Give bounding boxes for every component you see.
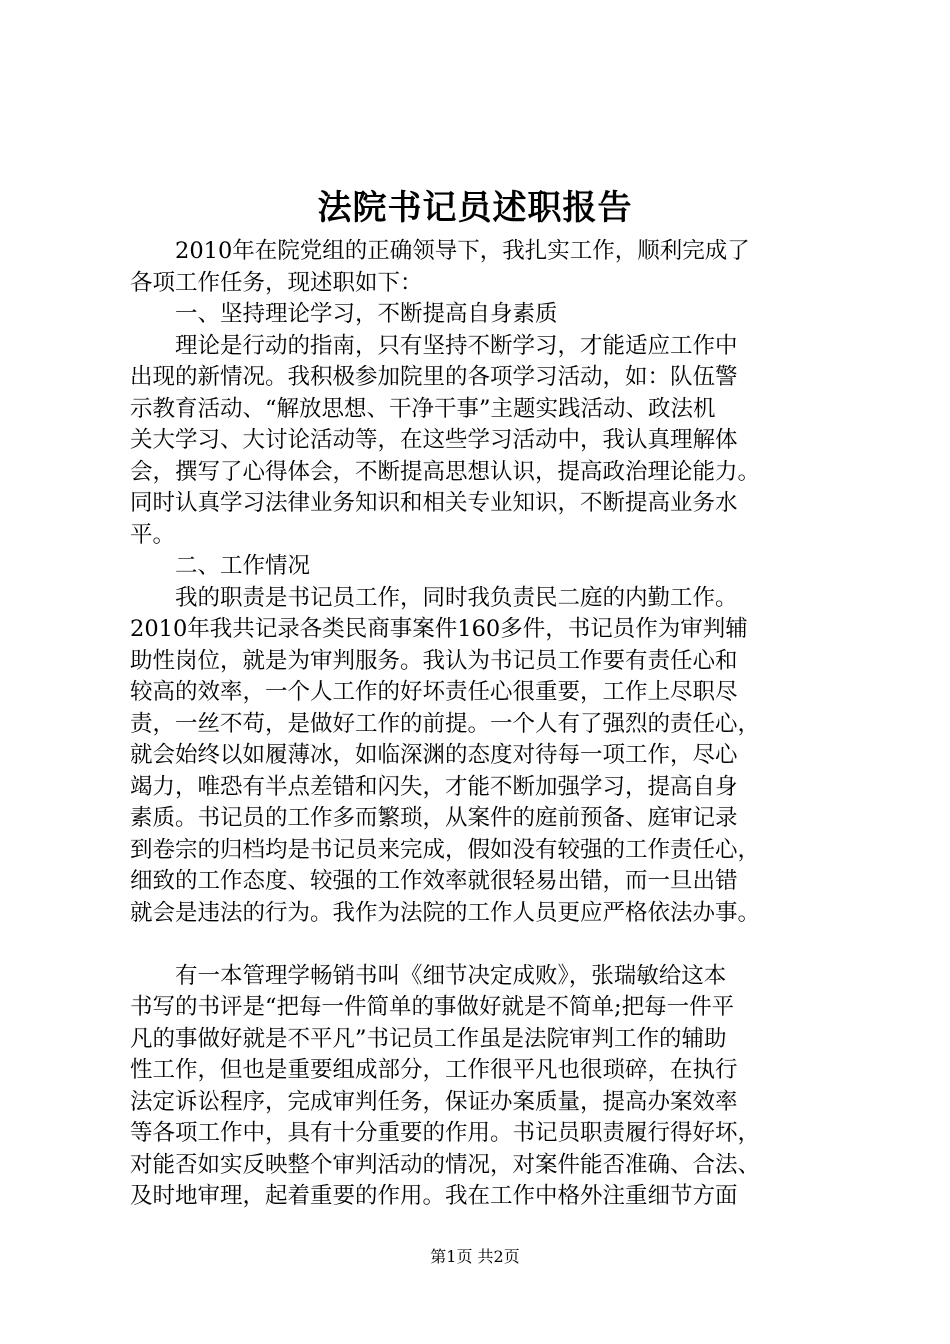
body-line: 会，撰写了心得体会，不断提高思想认识，提高政治理论能力。 (130, 458, 761, 485)
body-line: 我的职责是书记员工作，同时我负责民二庭的内勤工作。 (130, 584, 738, 611)
body-line: 有一本管理学畅销书叫《细节决定成败》，张瑞敏给这本 (130, 962, 727, 989)
body-line: 出现的新情况。我积极参加院里的各项学习活动，如：队伍警 (130, 364, 738, 390)
body-line: 竭力，唯恐有半点差错和闪失，才能不断加强学习，提高自身 (130, 773, 738, 800)
body-line: 等各项工作中，具有十分重要的作用。书记员职责履行得好坏， (130, 1120, 761, 1146)
body-line: 凡的事做好就是不平凡”书记员工作虽是法院审判工作的辅助 (130, 1025, 727, 1052)
body-line: 二、工作情况 (130, 553, 311, 579)
body-line: 就会始终以如履薄冰，如临深渊的态度对待每一项工作，尽心 (130, 742, 738, 768)
body-line: 较高的效率，一个人工作的好坏责任心很重要，工作上尽职尽 (130, 679, 738, 705)
body-line: 到卷宗的归档均是书记员来完成，假如没有较强的工作责任心， (130, 836, 761, 863)
body-line: 细致的工作态度、较强的工作效率就很轻易出错，而一旦出错 (130, 868, 738, 894)
body-line: 对能否如实反映整个审判活动的情况，对案件能否准确、合法、 (130, 1151, 761, 1178)
body-line: 就会是违法的行为。我作为法院的工作人员更应严格依法办事。 (130, 899, 761, 926)
body-line: 责，一丝不苟，是做好工作的前提。一个人有了强烈的责任心， (130, 710, 761, 737)
body-line: 素质。书记员的工作多而繁琐，从案件的庭前预备、庭审记录 (130, 805, 738, 831)
body-line: 同时认真学习法律业务知识和相关专业知识，不断提高业务水 (130, 490, 738, 516)
body-line: 各项工作任务，现述职如下： (130, 269, 423, 296)
document-title: 法院书记员述职报告 (317, 188, 633, 228)
body-line: 助性岗位，就是为审判服务。我认为书记员工作要有责任心和 (130, 647, 738, 674)
body-line: 书写的书评是“把每一件简单的事做好就是不简单;把每一件平 (130, 994, 735, 1020)
body-line: 法定诉讼程序，完成审判任务，保证办案质量，提高办案效率 (130, 1088, 738, 1115)
body-line: 性工作，但也是重要组成部分，工作很平凡也很琐碎，在执行 (130, 1057, 738, 1083)
body-line: 2010年我共记录各类民商事案件160多件，书记员作为审判辅 (130, 616, 748, 642)
body-line: 2010年在院党组的正确领导下，我扎实工作，顺利完成了 (130, 238, 750, 264)
body-line (130, 929, 840, 961)
document-body (130, 236, 840, 1213)
body-line: 关大学习、大讨论活动等，在这些学习活动中，我认真理解体 (130, 427, 738, 453)
body-line: 理论是行动的指南，只有坚持不断学习，才能适应工作中 (130, 332, 738, 359)
page-footer: 第1页 共2页 (430, 1247, 520, 1266)
body-line: 平。 (130, 521, 176, 548)
body-line: 示教育活动、“解放思想、干净干事”主题实践活动、政法机 (130, 395, 716, 422)
body-line: 一、坚持理论学习，不断提高自身素质 (130, 301, 558, 327)
body-line: 及时地审理，起着重要的作用。我在工作中格外注重细节方面 (130, 1183, 738, 1209)
